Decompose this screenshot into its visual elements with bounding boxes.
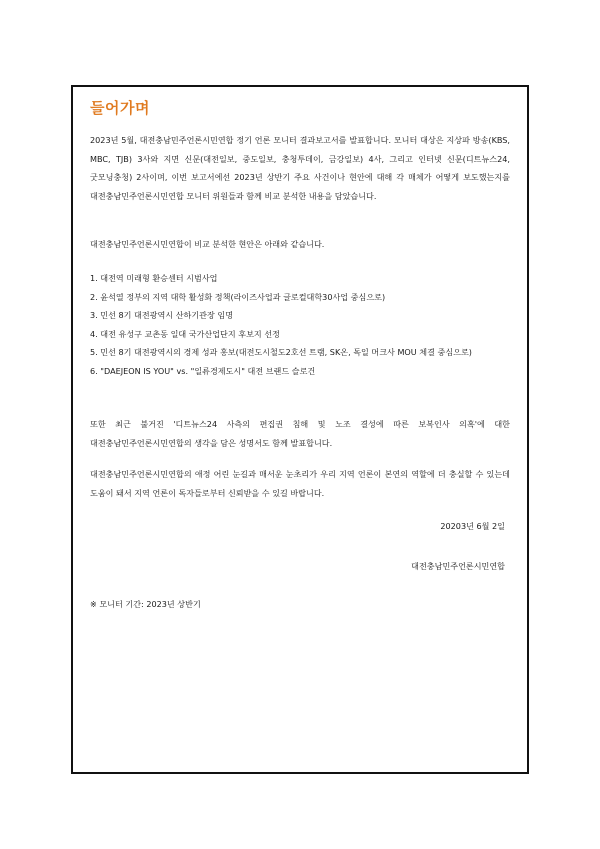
closing-paragraph: 대전충남민주언론시민연합의 애정 어린 눈길과 매서운 눈초리가 우리 지역 언론이 본연의 역할에 더 충실할 수 있는데 도움이 돼서 지역 언론이 독자들로부터 신뢰받을 수 있길 바랍니다. [90, 469, 510, 498]
document-frame [71, 85, 529, 774]
list-item: 2. 윤석열 정부의 지역 대학 활성화 정책(라이즈사업과 글로컬대학30사업 중심으로) [90, 291, 386, 302]
issues-intro-paragraph: 대전충남민주언론시민연합이 비교 분석한 현안은 아래와 같습니다. [90, 239, 325, 249]
section-heading: 들어가며 [90, 99, 150, 117]
list-item: 5. 민선 8기 대전광역시의 경제 성과 홍보(대전도시철도2호선 트램, SK온, 독일 머크사 MOU 체결 중심으로) [90, 347, 472, 357]
list-item: 1. 대전역 미래형 환승센터 시범사업 [90, 273, 218, 283]
issues-list [90, 269, 472, 380]
intro-paragraph: 2023년 5월, 대전충남민주언론시민연합 정기 언론 모니터 결과보고서를 발표합니다. 모니터 대상은 지상파 방송(KBS, MBC, TJB) 3사와 지면 신문(대전일보, 중도일보, 충청투데이, 금강일보) 4사, 그리고 인터넷 신문(디트뉴스24, 굿모닝충청) 2사이며, 이번 보고서에선 2023년 상반기 주요 사건이나 현안에 대해 각 매체가 어떻게 보도했는지를 대전충남민주언론시민연합 모니터 위원들과 함께 비교 분석한 내용을 담았습니다. [90, 135, 510, 201]
organization-name: 대전충남민주언론시민연합 [411, 561, 505, 571]
statement-paragraph: 또한 최근 불거진 '디트뉴스24 사측의 편집권 침해 및 노조 결성에 따른 보복인사 의혹'에 대한 대전충남민주언론시민연합의 생각을 담은 성명서도 함께 발표합니다. [90, 419, 510, 448]
list-item: 3. 민선 8기 대전광역시 산하기관장 임명 [90, 310, 234, 320]
list-item: 4. 대전 유성구 교촌동 일대 국가산업단지 후보지 선정 [90, 328, 280, 339]
document-date: 20203년 6월 2일 [440, 521, 505, 531]
list-item: 6. "DAEJEON IS YOU" vs. "일류경제도시" 대전 브랜드 슬로건 [90, 365, 316, 376]
monitor-period-note: ※ 모니터 기간: 2023년 상반기 [90, 599, 201, 609]
